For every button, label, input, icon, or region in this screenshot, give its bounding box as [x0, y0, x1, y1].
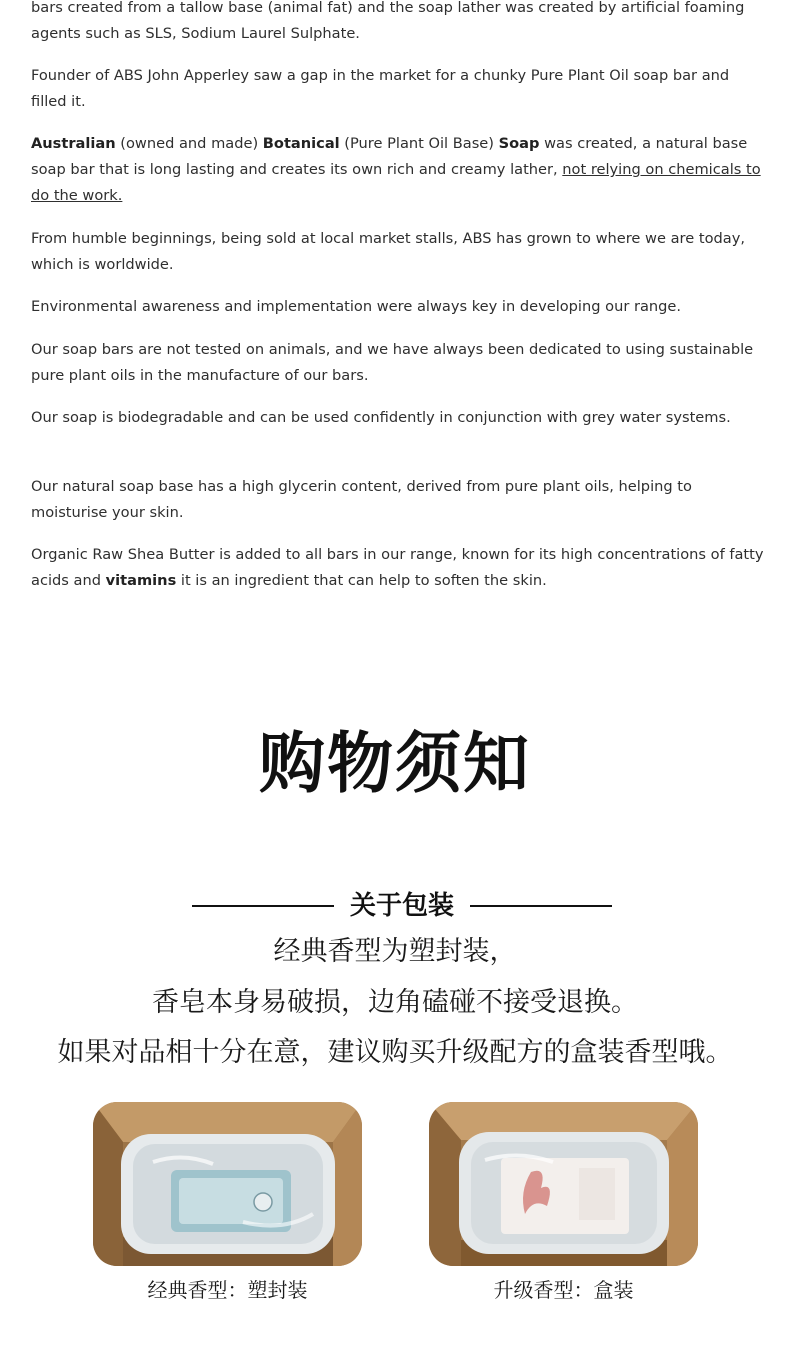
packaging-note-line-3: 如果对品相十分在意，建议购买升级配方的盒装香型哦。: [57, 1037, 733, 1068]
shopping-notice-title: 购物须知: [259, 725, 531, 802]
header-rule-left: [192, 905, 334, 907]
paragraph-beginnings: From humble beginnings, being sold at local market stalls, ABS has grown to where we are today, which is worldwide.: [31, 230, 745, 273]
bold-australian: Australian: [31, 135, 116, 152]
paragraph-environment: Environmental awareness and implementation were always key in developing our range.: [31, 298, 682, 315]
paragraph-history: bars created from a tallow base (animal fat) and the soap lather was created by artificial foaming agents such as SLS, Sodium Laurel Sulphate.: [31, 0, 745, 42]
paragraph-biodegradable: Our soap is biodegradable and can be used confidently in conjunction with grey water systems.: [31, 409, 731, 426]
bold-soap: Soap: [498, 135, 540, 152]
paragraph-glycerin: Our natural soap base has a high glycerin content, derived from pure plant oils, helping to moisturise your skin.: [31, 478, 692, 521]
paragraph-brand-name: Australian (owned and made) Botanical (Pure Plant Oil Base) Soap was created, a natural base soap bar that is long lasting and creates its own rich and creamy lather, not relying on chemicals to do the work.: [31, 135, 761, 204]
upgraded-packaging-caption: 升级香型：盒装: [493, 1278, 634, 1302]
classic-packaging-caption: 经典香型：塑封装: [147, 1278, 308, 1302]
paragraph-founder: Founder of ABS John Apperley saw a gap in the market for a chunky Pure Plant Oil soap bar and filled it.: [31, 67, 730, 110]
classic-packaging-image: [93, 1102, 362, 1266]
upgraded-packaging-image: [429, 1102, 698, 1266]
underlined-phrase: not relying on chemicals to do the work.: [31, 161, 761, 204]
bold-vitamins: vitamins: [105, 572, 177, 589]
paragraph-not-tested: Our soap bars are not tested on animals, and we have always been dedicated to using sustainable pure plant oils in the manufacture of our bars.: [31, 341, 754, 384]
paragraph-shea-butter: Organic Raw Shea Butter is added to all bars in our range, known for its high concentrations of fatty acids and vitamins it is an ingredient that can help to soften the skin.: [31, 546, 764, 589]
header-rule-right: [470, 905, 612, 907]
packaging-note-line-1: 经典香型为塑封装，: [273, 936, 517, 967]
bold-botanical: Botanical: [262, 135, 340, 152]
packaging-section-header: [0, 886, 790, 926]
upgraded-packaging-photo: [429, 1102, 698, 1266]
classic-packaging-photo: [93, 1102, 362, 1266]
packaging-note-line-2: 香皂本身易破损，边角磕碰不接受退换。: [152, 987, 638, 1018]
packaging-section-label: 关于包装: [349, 891, 454, 921]
